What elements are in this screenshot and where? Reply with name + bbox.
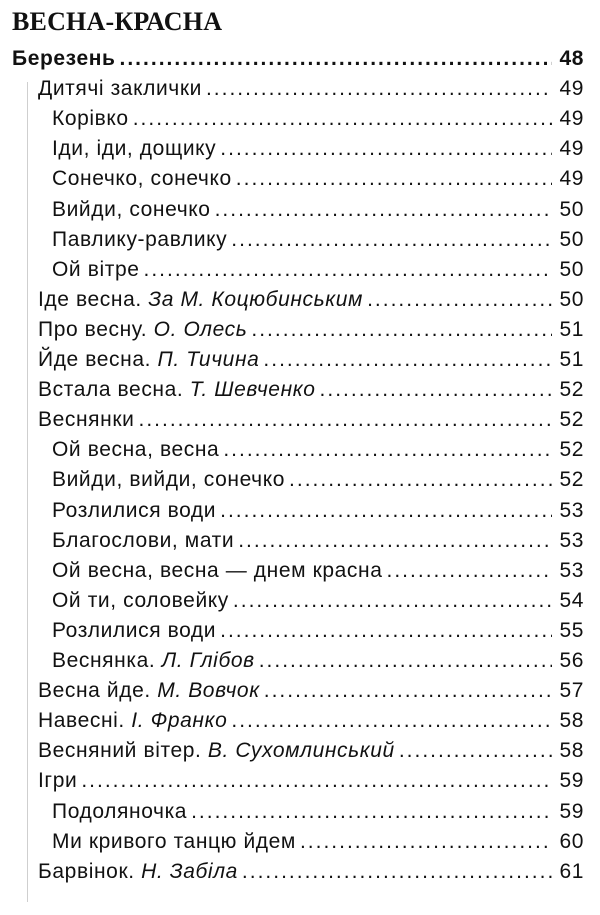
toc-entry[interactable] <box>52 104 584 134</box>
toc-entry[interactable] <box>52 526 584 556</box>
toc-entry-title-text: Благослови, мати <box>52 528 235 552</box>
dot-leader <box>251 315 552 345</box>
toc-entry-title <box>52 526 234 556</box>
dot-leader <box>215 195 552 225</box>
toc-entry-title-text: Барвінок. <box>38 859 135 883</box>
toc-entry-author: Н. Забіла <box>141 859 238 883</box>
toc-entry-page-number: 57 <box>559 679 584 703</box>
toc-entry-page-number: 52 <box>559 468 584 492</box>
toc-entry-title <box>38 345 259 375</box>
toc-entry-page-number: 51 <box>559 348 584 371</box>
toc-entry-title-text: Іди, іди, дощику <box>52 137 217 161</box>
toc-entry[interactable] <box>52 797 584 827</box>
toc-entry[interactable] <box>52 225 584 255</box>
dot-leader <box>320 375 552 405</box>
toc-entry-title-text: Ой весна, весна — днем красна <box>52 558 383 582</box>
toc-entry-author: Т. Шевченко <box>189 378 316 402</box>
toc-entry[interactable] <box>38 676 584 706</box>
toc-entry-title <box>38 766 77 796</box>
toc-entry-title <box>52 465 285 495</box>
toc-entry-page-number: 56 <box>559 649 584 672</box>
dot-leader <box>133 104 552 134</box>
toc-entry-page-number: 58 <box>559 709 584 733</box>
toc-entry-title <box>52 797 187 827</box>
toc-entry-title <box>52 164 232 194</box>
dot-leader <box>289 465 552 495</box>
toc-entry-title <box>52 195 211 225</box>
toc-entry-title-text: Березень <box>12 47 116 70</box>
toc-entry-page-number: 53 <box>559 528 584 552</box>
toc-entry-title-text: Веснянка. <box>52 649 156 672</box>
toc-entry-title <box>52 827 296 857</box>
toc-entry-page-number: 55 <box>559 618 584 642</box>
toc-entry-author: В. Сухомлинський <box>207 739 395 763</box>
toc-entry-title <box>38 706 227 736</box>
toc-entry[interactable] <box>38 857 584 887</box>
toc-entry-title-text: Навесні. <box>38 709 125 733</box>
dot-leader <box>220 616 552 646</box>
dot-leader <box>223 435 552 465</box>
toc-entry[interactable] <box>52 134 584 164</box>
toc-entry-author: П. Тичина <box>157 348 260 371</box>
dot-leader <box>206 74 552 104</box>
toc-entry-title <box>52 646 255 676</box>
toc-entry-title <box>38 736 395 766</box>
toc-entry-page-number: 50 <box>559 257 584 281</box>
toc-entry-title <box>38 405 134 435</box>
toc-entry-page-number: 54 <box>559 588 584 612</box>
dot-leader <box>259 646 552 676</box>
toc-entry[interactable] <box>38 315 584 345</box>
toc-entry-title <box>52 104 129 134</box>
toc-entry[interactable] <box>38 345 584 375</box>
toc-entry-title <box>52 586 229 616</box>
toc-entry-title-text: Веснянки <box>38 408 135 432</box>
toc-entry-page-number: 53 <box>559 558 584 582</box>
toc-entry-title <box>38 857 238 887</box>
dot-leader <box>367 285 552 315</box>
toc-entry-title-text: Йде весна. <box>38 348 152 371</box>
toc-entry-page-number: 52 <box>559 438 584 462</box>
toc-entry-title <box>12 44 116 74</box>
toc-entry[interactable] <box>38 74 584 104</box>
toc-entry[interactable] <box>38 736 584 766</box>
toc-entry-author: О. Олесь <box>153 317 248 341</box>
dot-leader <box>264 676 552 706</box>
dot-leader <box>81 766 552 796</box>
toc-entry[interactable] <box>52 827 584 857</box>
toc-entry[interactable] <box>52 164 584 194</box>
toc-entry[interactable] <box>52 195 584 225</box>
dot-leader <box>120 44 552 74</box>
toc-entry-title <box>38 74 202 104</box>
toc-entry-author: І. Франко <box>131 709 228 733</box>
toc-entry[interactable] <box>52 586 584 616</box>
toc-entry-title <box>38 315 247 345</box>
toc-entry-title-text: Про весну. <box>38 317 148 341</box>
toc-entry[interactable] <box>38 405 584 435</box>
toc-entry-page-number: 50 <box>559 197 584 221</box>
toc-entry-title <box>52 496 216 526</box>
toc-entry-page-number: 52 <box>559 408 584 432</box>
toc-entry-title <box>52 616 216 646</box>
toc-entry-title-text: Ми кривого танцю йдем <box>52 829 296 853</box>
toc-entry-title <box>38 285 363 315</box>
toc-entry-title <box>52 255 140 285</box>
toc-entry-page-number: 53 <box>559 498 584 522</box>
toc-entry-title-text: Ой ти, соловейку <box>52 588 229 612</box>
toc-entry-title-text: Сонечко, сонечко <box>52 167 232 191</box>
toc-entry-page-number: 50 <box>559 287 584 311</box>
dot-leader <box>238 526 552 556</box>
dot-leader <box>220 496 552 526</box>
toc-entry-author: За М. Коцюбинським <box>148 287 364 311</box>
toc-entry-page-number: 60 <box>559 829 584 853</box>
toc-entry-title-text: Ой весна, весна <box>52 438 220 462</box>
dot-leader <box>233 586 552 616</box>
toc-entry-title <box>52 435 219 465</box>
toc-entry-author: Л. Глібов <box>161 649 255 672</box>
toc-entry-page-number: 49 <box>559 107 584 131</box>
toc-entry-page-number: 58 <box>559 739 584 763</box>
toc-entry-title <box>52 134 216 164</box>
toc-entry-page-number: 49 <box>559 167 584 191</box>
toc-entry-title-text: Вийди, сонечко <box>52 197 211 221</box>
toc-entry-page-number: 49 <box>559 77 584 101</box>
toc-entry[interactable] <box>38 766 584 796</box>
toc-entry-title-text: Розлилися води <box>52 498 217 522</box>
toc-entry[interactable] <box>52 496 584 526</box>
dot-leader <box>263 345 552 375</box>
toc-entry-title-text: Ігри <box>38 769 78 793</box>
toc-entry-title <box>38 676 260 706</box>
toc-entry[interactable] <box>52 556 584 586</box>
toc-entry-title-text: Дитячі заклички <box>38 77 202 101</box>
toc-entry[interactable] <box>52 616 584 646</box>
toc-entry[interactable] <box>38 285 584 315</box>
section-title: ВЕСНА-КРАСНА <box>12 7 223 36</box>
dot-leader <box>236 164 552 194</box>
toc-entry[interactable] <box>52 255 584 285</box>
dot-leader <box>138 405 552 435</box>
toc-entry-page-number: 48 <box>559 47 584 70</box>
toc-entry-page-number: 59 <box>559 799 584 823</box>
toc-entry-title-text: Ой вітре <box>52 257 140 281</box>
toc-entry[interactable] <box>52 465 584 495</box>
toc-entry[interactable] <box>52 435 584 465</box>
dot-leader <box>231 225 552 255</box>
toc-entry-page-number: 61 <box>559 859 584 883</box>
dot-leader <box>242 857 552 887</box>
dot-leader <box>191 797 552 827</box>
toc-entry-title-text: Розлилися води <box>52 618 217 642</box>
toc-entry-title-text: Подоляночка <box>52 799 188 823</box>
toc-entry-page-number: 59 <box>559 769 584 793</box>
toc-entry-title-text: Встала весна. <box>38 378 184 402</box>
margin-guide-line <box>27 82 28 902</box>
dot-leader <box>144 255 553 285</box>
toc-entry[interactable] <box>52 646 584 676</box>
toc-entry[interactable] <box>38 706 584 736</box>
toc-entry-title-text: Весна йде. <box>38 679 151 703</box>
toc-entry-page-number: 51 <box>559 317 584 341</box>
toc-entry-title <box>38 375 316 405</box>
toc-entry-author: М. Вовчок <box>157 679 260 703</box>
toc-entry-title <box>52 225 227 255</box>
toc-entry-title-text: Корівко <box>52 107 129 131</box>
toc-entry-title <box>52 556 383 586</box>
dot-leader <box>220 134 552 164</box>
toc-entry[interactable] <box>12 44 584 74</box>
dot-leader <box>399 736 552 766</box>
toc-entry[interactable] <box>38 375 584 405</box>
toc-entry-page-number: 49 <box>559 137 584 161</box>
toc-entry-page-number: 52 <box>559 378 584 402</box>
dot-leader <box>387 556 552 586</box>
toc-entry-title-text: Весняний вітер. <box>38 739 202 763</box>
toc-entry-title-text: Вийди, вийди, сонечко <box>52 468 286 492</box>
toc-entry-title-text: Іде весна. <box>38 287 142 311</box>
dot-leader <box>231 706 552 736</box>
toc-entry-title-text: Павлику-равлику <box>52 227 228 251</box>
dot-leader <box>300 827 552 857</box>
toc-entry-page-number: 50 <box>559 227 584 251</box>
